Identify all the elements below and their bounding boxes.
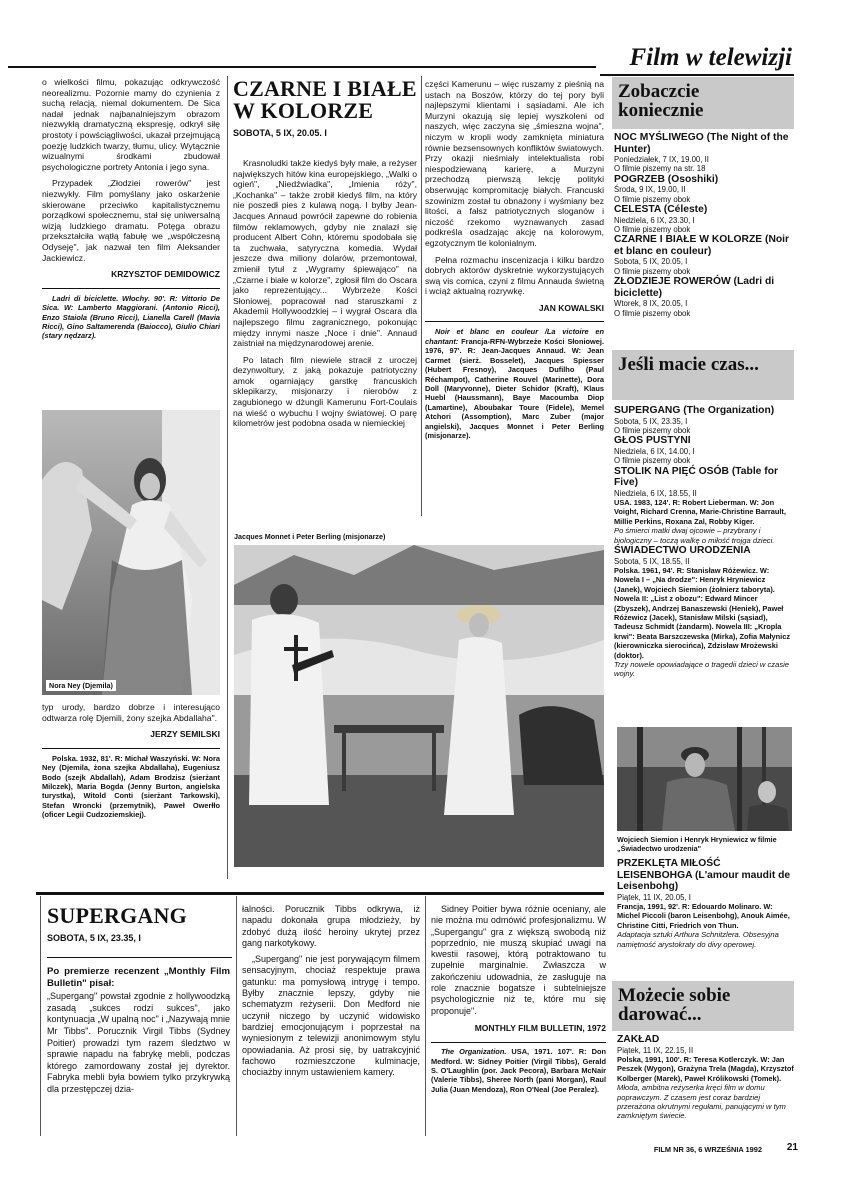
photo-caption: Jacques Monnet i Peter Berling (misjonarze) <box>234 532 386 541</box>
headline: CZARNE I BIAŁE W KOLORZE <box>233 76 417 123</box>
item-title: GŁOS PUSTYNI <box>614 435 691 447</box>
article-czarne-header <box>233 78 418 138</box>
item-desc: Trzy nowele opowiadające o tragedii dzieci w czasie wojny. <box>614 660 790 679</box>
signature: JAN KOWALSKI <box>538 302 604 313</box>
credits: Francja-RFN-Wybrzeże Kości Słoniowej. 1976, 97'. R: Jean-Jacques Annaud. W: Jean Carmet (sierż. Bosselet), Jacques Spiesser (Hubert Fresnoy), Jacques Dufilho (Paul Réchampot), Catherine Rouvel (Marinette), Dora Doll (Maryvonne), Dieter Schidor (Kraft), Klaus Huebl (Haussmann), Baye Macoumba Diop (Lamartine), Aboubakar Toure (Fidele), Memel Atchori (Assomption), Marc Zuber (major angielski), Jacques Monnet i Peter Berling (misjonarze). <box>425 336 604 440</box>
signature: MONTHLY FILM BULLETIN, 1972 <box>474 1022 606 1033</box>
list-item <box>614 204 794 234</box>
sidebar-list-zobaczcie <box>614 132 794 318</box>
paragraph: Sidney Poitier bywa różnie oceniany, ale nie można mu odmówić profesjonalizmu. W „Supergangu" gra z większą swobodą niż poprzednio, nie muszą skupiać uwagi na kwestii rasowej, którą potraktowano tu zupełnie marginalnie. Zwłaszcza w zakończeniu udowadnia, że zasługuje na role znacznie bogatsze i subtelniejsze psychologicznie niż te, które mu się proponuje". <box>431 904 606 1016</box>
divider <box>47 957 232 958</box>
item-title: PRZEKLĘTA MIŁOŚĆ LEISENBOHGA (L'amour maudit de Leisenbohg) <box>617 858 791 892</box>
divider <box>42 288 220 289</box>
list-item <box>614 276 794 318</box>
column-divider <box>421 76 422 516</box>
item-title: ZŁODZIEJE ROWERÓW (Ladri di biciclette) <box>614 276 775 299</box>
credits-title: Noir et blanc en couleur /La victoire en chantant: <box>425 327 604 346</box>
sidebar-list-jesli <box>614 405 794 679</box>
credits-title: The Organization. <box>441 1047 507 1057</box>
item-title: CZARNE I BIAŁE W KOLORZE (Noir et blanc en couleur) <box>614 234 790 257</box>
broadcast-time: SOBOTA, 5 IX, 20.05. I <box>233 128 327 138</box>
article-zlodzieje-continued <box>42 77 220 347</box>
paragraph: Po latach film niewiele stracił z uroczej dezynwoltury, z jaką pokazuje patriotyczny amok ogarniający garstkę francuskich sklepikarzy, misjonarzy i nierobów z zagubionego w dżungli Kamerunu Fort-Coulais na wieść o wybuchu I wojny światowej. O parę kilometrów jest podobna osada w niemieckiej <box>233 354 417 429</box>
list-item <box>614 234 794 276</box>
article-supergang-header <box>47 905 232 958</box>
header-rule <box>8 66 596 68</box>
photo-caption: Wojciech Siemion i Henryk Hryniewicz w filmie „Świadectwo urodzenia" <box>617 835 777 854</box>
sidebar-item-zaklad <box>617 1034 794 1121</box>
paragraph: typ urody, bardzo dobrze i interesująco odtwarza rolę Djemili, żony szejka Abdallaha". <box>42 702 220 723</box>
item-meta: Środa, 9 IX, 19.00, II <box>614 185 686 195</box>
list-item <box>614 435 794 465</box>
column-divider <box>236 896 237 1136</box>
credits: Polska. 1932, 81'. R: Michał Waszyński. W: Nora Ney (Djemila, żona szejka Abdallaha), Eugeniusz Bodo (szejk Abdallah), Adam Brodzisz (sierżant Milczek), Maria Bogda (Jenny Burton, angielska turystka), Witold Conti (sierżant Tarkowski), Stefan Wroncki (przemytnik), Paweł Owerłło (oficer Legii Cudzoziemskiej). <box>42 753 220 820</box>
item-note: O filmie piszemy obok <box>614 456 691 466</box>
item-meta: Sobota, 5 IX, 23.35, I <box>614 416 688 426</box>
photo-missionaries <box>234 545 604 867</box>
photo-nora-ney <box>42 410 220 695</box>
item-meta: Piątek, 11 IX, 22.15, II <box>617 1045 694 1055</box>
item-meta: Piątek, 11 IX, 20.05, I <box>617 892 691 902</box>
item-meta: Sobota, 5 IX, 20.05, I <box>614 257 688 267</box>
headline: SUPERGANG <box>47 903 187 928</box>
paragraph: Krasnoludki także kiedyś były małe, a reżyser największych hitów kina europejskiego, „Walki o ogień", „Niedźwiadka", „Imienia róży", „Kochanka" – także zrobił kiedyś film, na który nie poszedł pies z kulawą nogą. I byłby Jean-Jacques Annaud powrócił zapewne do robienia filmów reklamowych, gdyby nie znalazł się producent Albert Cohn, któremu spodobała się ta zuchwała, satyryczna komedia. Wydał jeszcze dwa miliony dolarów, przemontował, zmienił tytuł z „Wygramy śpiewająco" na „Czarne i białe w kolorze", zgłosił film do Oscara jako reprezentujący... Wybrzeże Kości Słoniowej, popracował nad staruszkami z Akademii Hollywoodzkiej – i wygrał Oscara dla najlepszego filmu zagranicznego, pokonując między innymi nasze „Noce i dnie". Annaud zaistniał na międzynarodowej arenie. <box>233 158 417 349</box>
article-czarne-col2 <box>425 79 604 446</box>
article-supergang-col1 <box>47 966 230 1096</box>
lead: Po premierze recenzent „Monthly Film Bulletin" pisał: <box>47 966 230 989</box>
list-item <box>614 405 794 435</box>
sidebar-heading-jesli: Jeśli macie czas... <box>612 350 794 400</box>
item-meta: Niedziela, 6 IX, 18.55, II <box>614 488 697 498</box>
item-note: O filmie piszemy obok <box>614 194 691 204</box>
credits: USA, 1971. 107'. R: Don Medford. W: Sidney Poitier (Virgil Tibbs), Gerald S. O'Laughlin (por. Jack Pecora), Barbara McNair (Valerie Tibbs), Sheree North (pani Morgan), Raul Julia (Juan Mendoza), Ron O'Neal (Joe Peralez). <box>431 1047 606 1094</box>
list-item <box>614 545 794 679</box>
divider <box>431 1042 606 1043</box>
paragraph: o wielkości filmu, pokazując odkrywczość neorealizmu. Pozornie mamy do czynienia z suchą relacją, niemal dokumentem. De Sica nadał jednak najbanalniejszym obrazom niezwykłą dramatyczną ekspresję, odkrył siłę prostoty i powściągliwości, ukazał przejmującą poezję ludzkich twarzy, tłumu, ulicy. Wytącznie wizualnymi środkami zbudował psychologiczne portrety Antonia i jego syna. <box>42 77 220 172</box>
divider <box>425 321 604 322</box>
header-rule-right <box>600 74 794 76</box>
paragraph: „Supergang" powstał zgodnie z hollywoodzką zasadą „sukces rodzi sukces", jako kontynuacja „W upalną noc" i „Nazywają mnie Mr Tibbs". Porucznik Virgil Tibbs (Sydney Poitier) prowadzi tym razem śledztwo w sprawie napadu na fabrykę mebli, podczas którego zamordowany został jej dyrektor. Fabryka mebli była bowiem tylko przykrywką dla przestępczej dzia- <box>47 991 230 1094</box>
item-title: POGRZEB (Ososhiki) <box>614 173 719 185</box>
list-item <box>614 132 794 174</box>
paragraph: części Kamerunu – więc ruszamy z pieśnią na ustach na Boszów, którzy do tej pory byli najlepszymi klientami i sąsiadami. Ale ich Murzyni okazują się lepiej wyszkoleni od naszych, więc zaczyna się „śmieszna wojna", niczym w kropli wody zamknięta miniatura równie bezsensownych konfliktów światowych. Przy okazji nieśmiały intelektualista robi niespodziewaną karierę, a Murzyni przechodzą pierwszą lekcję polityki obserwując kompromitację białych. Francuski szowinizm został tu obnażony i wyśmiany bez litości, a fałsz patriotycznych sloganów i niczość rzekomo wyznawanych zasad podkreśla osadzając akcję na kolorowym, egzotycznym tle kolonialnym. <box>425 79 604 248</box>
item-title: NOC MYŚLIWEGO (The Night of the Hunter) <box>614 132 789 155</box>
item-desc: Adaptacja sztuki Arthura Schnitzlera. Obsesyjna namiętność arystokraty do divy operowej. <box>617 930 779 949</box>
column-divider <box>425 896 426 1136</box>
item-note: O filmie piszemy na str. 18 <box>614 164 706 174</box>
page-number: 21 <box>786 1142 798 1153</box>
column-divider <box>40 896 41 1136</box>
photo-swiadectwo <box>617 727 792 831</box>
paragraph: łalności. Porucznik Tibbs odkrywa, iż napadu dokonała grupa młodzieży, by zdobyć dużą ilość heroiny ukrytej przez gang narkotykowy. <box>242 904 420 948</box>
section-title: Film w telewizji <box>629 44 792 71</box>
paragraph: Przypadek „Złodziei rowerów" jest niezwykły. Film pomyślany jako oskarżenie skierowane przeciwko kapitalistycznemu porządkowi społecznemu, stał się uniwersalną wizją ludzkiego dramatu. Potęga obrazu przekształciła wątłą fabułę we „współczesną Odyseję", jak nazwał ten film Aleksander Jackiewicz. <box>42 178 220 263</box>
sidebar-item-przekleta <box>617 858 794 949</box>
paragraph: Pełna rozmachu inscenizacja i kilku bardzo dobrych aktorów dyskretnie wykorzystujących swą vis comica, czyni z filmu Annauda świetną i wciąż aktualną rozrywkę. <box>425 254 604 297</box>
photo-image <box>42 410 220 695</box>
item-meta: Sobota, 5 IX, 18.55, II <box>614 556 690 566</box>
item-meta: Niedziela, 6 IX, 23.30, I <box>614 215 695 225</box>
item-credits: USA. 1983, 124'. R: Robert Lieberman. W: Jon Voight, Richard Crenna, Marie-Christine Barrault, Millie Perkins, Roxana Zal, Robby Kiger. <box>614 498 786 526</box>
item-note: O filmie piszemy obok <box>614 425 691 435</box>
item-title: SUPERGANG (The Organization) <box>614 405 775 416</box>
item-credits: Polska. 1961, 94'. R: Stanisław Różewicz. W: Nowela I – „Na drodze": Henryk Hryniewicz (Janek), Wojciech Siemion (żołnierz taboryta). Nowela II: „List z obozu": Edward Mincer (Zbyszek), Andrzej Banaszewski (Heniek), Paweł Różewicz (Jacek), Stanisław Milski (sąsiad), Tadeusz Schmidt (żandarm). Nowela III: „Kropla krwi": Beata Barszczewska (Mirka), Zofia Małynicz (kierowniczka sierocińca), Zdzisław Mrożewski (doktor). <box>614 565 791 660</box>
broadcast-time: SOBOTA, 5 IX, 23.35, I <box>47 933 141 943</box>
article-supergang-col2 <box>242 904 420 1084</box>
footer-issue: FILM NR 36, 6 WRZEŚNIA 1992 <box>653 1145 762 1154</box>
item-title: ŚWIADECTWO URODZENIA <box>614 545 751 557</box>
signature: JERZY SEMILSKI <box>150 729 220 740</box>
photo-image <box>234 545 604 867</box>
item-credits: Francja, 1991, 92'. R: Edouardo Molinaro. W: Michel Piccoli (baron Leisenbohg), Anouk Aimée, Christine Citti, Friedrich von Thun. <box>617 901 790 930</box>
item-note: O filmie piszemy obok <box>614 308 691 318</box>
article-glos-pustyni <box>42 702 220 826</box>
item-desc: Młoda, ambitna reżyserka kręci film w domu poprawczym. Z czasem jest coraz bardziej przerażona okrutnymi regułami, panującymi w tym zamkniętym świecie. <box>617 1083 786 1121</box>
item-meta: Poniedziałek, 7 IX, 19.00, II <box>614 155 709 164</box>
divider <box>42 748 220 749</box>
item-meta: Niedziela, 6 IX, 14.00, I <box>614 446 695 456</box>
photo-caption: Nora Ney (Djemila) <box>46 680 116 691</box>
item-desc: Po śmierci matki dwaj ojcowie – przybrany i biologiczny – toczą walkę o miłość trojga dzieci. <box>614 526 775 545</box>
sidebar-heading-mozecie: Możecie sobie darować... <box>612 981 794 1031</box>
item-title: ZAKŁAD <box>617 1034 660 1045</box>
sidebar-heading-zobaczcie: Zobaczcie koniecznie <box>612 77 794 129</box>
list-item <box>614 466 794 545</box>
item-meta: Wtorek, 8 IX, 20.05, I <box>614 299 688 309</box>
item-note: O filmie piszemy obok <box>614 225 691 235</box>
item-title: CELESTA (Céleste) <box>614 204 708 216</box>
list-item <box>614 174 794 204</box>
item-credits: Polska, 1991, 100'. R: Teresa Kotlerczyk. W: Jan Peszek (Wygon), Grażyna Trela (Magda), Krzysztof Kolberger (Marek), Paweł Królikowski (Tomek). <box>617 1054 794 1083</box>
section-rule <box>36 892 604 895</box>
credits: Ladri di biciclette. Włochy. 90'. R: Vittorio De Sica. W: Lamberto Maggiorani. (Antonio Ricci), Enzo Staiola (Bruno Ricci), Lianella Carell (Mavia Ricci), Gino Saltamerenda (Baiocco), Giulio Chiari (stary nędzarz). <box>42 293 220 341</box>
article-supergang-col3 <box>431 904 606 1100</box>
item-note: O filmie piszemy obok <box>614 266 691 276</box>
photo-image <box>617 727 792 831</box>
column-divider <box>227 76 228 879</box>
item-title: STOLIK NA PIĘĆ OSÓB (Table for Five) <box>614 465 779 489</box>
signature: KRZYSZTOF DEMIDOWICZ <box>111 269 220 280</box>
paragraph: „Supergang" nie jest porywającym filmem sensacyjnym, chociaż respektuje prawa gatunku: ma pomysłową intrygę i tempo. Byłby znacznie lepszy, gdyby nie schematyzm reżyserii. Don Medford nie uczynił niczego by uczynić widowisko bardziej emocjonującym i poprzestał na wyniesionym z telewizji anonimowym stylu opowiadania. Aż prosi się, by uatrakcyjnić fachowo rozmieszczone kulminacje, chociażby innym ustawieniem kamery. <box>242 954 420 1078</box>
article-czarne-col1 <box>233 158 417 435</box>
